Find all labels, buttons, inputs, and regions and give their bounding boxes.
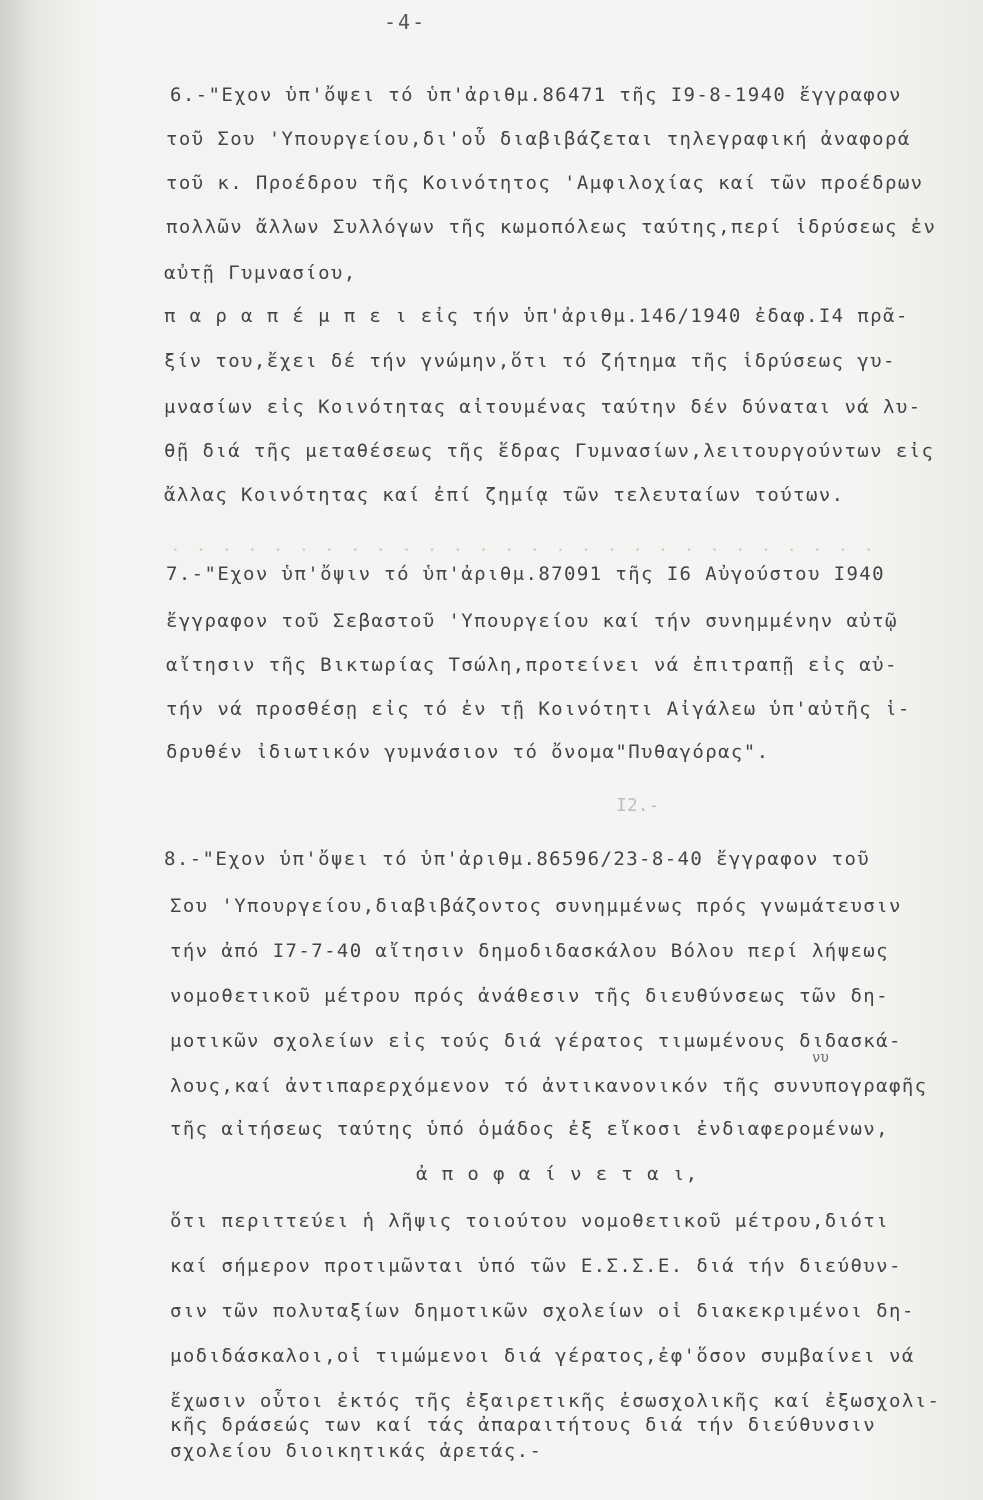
item-8-line-2: Σου 'Υπουργείου,διαβιβάζοντος συνημμένως πρός γνωμάτευσιν [170,895,902,917]
item-8-line-12: μοδιδάσκαλοι,οἱ τιμώμενοι διά γέρατος,ἐφ'ὅσον συμβαίνει νά [170,1345,915,1367]
item-6-line-7: ξίν του,ἔχει δέ τήν γνώμην,ὅτι τό ζήτημα τῆς ἱδρύσεως γυ- [164,350,896,372]
item-8-line-7: τῆς αἰτήσεως ταύτης ὑπό ὁμάδος ἐξ εἴκοσι ἐνδιαφερομένων, [170,1118,889,1140]
item-7-line-1: 7.-"Εχον ὑπ'ὄψιν τό ὑπ'ἀριθμ.87091 τῆς I6 Αὐγούστου I940 [166,563,885,585]
item-6-line-9: θῇ διά τῆς μεταθέσεως τῆς ἕδρας Γυμνασίων,λειτουργούντων εἰς [164,440,935,462]
item-6-line-2: τοῦ Σου 'Υπουργείου,δι'οὗ διαβιβάζεται τηλεγραφική ἀναφορά [166,128,911,150]
item-6-line-8: μνασίων εἰς Κοινότητας αἰτουμένας ταύτην δέν δύναται νά λυ- [164,396,922,418]
item-8-line-4: νομοθετικοῦ μέτρου πρός ἀνάθεσιν τῆς διευθύνσεως τῶν δη- [170,985,889,1007]
item-6-line-3: τοῦ κ. Προέδρου τῆς Κοινότητος 'Αμφιλοχίας καί τῶν προέδρων [166,172,924,194]
item-8-line-11: σιν τῶν πολυταξίων δημοτικῶν σχολείων οἱ διακεκριμένοι δη- [170,1300,915,1322]
item-8-line-3: τήν ἀπό I7-7-40 αἴτησιν δημοδιδασκάλου Βόλου περί λήψεως [170,940,889,962]
item-7-line-3: αἴτησιν τῆς Βικτωρίας Τσώλη,προτείνει νά ἐπιτραπῇ εἰς αὐ- [166,654,898,676]
margin-mark-ghost: I2.- [616,795,660,816]
item-6-line-1: 6.-"Εχον ὑπ'ὄψει τό ὑπ'ἀριθμ.86471 τῆς I9-8-1940 ἔγγραφον [170,84,902,106]
item-7-line-4: τήν νά προσθέσῃ εἰς τό ἐν τῇ Κοινότητι Αἰγάλεω ὑπ'αὐτῆς ἱ- [166,698,911,720]
item-8-line-14: κῆς δράσεώς των καί τάς ἀπαραιτήτους διά τήν διεύθυνσιν [170,1414,877,1436]
item-7-line-5: δρυθέν ἰδιωτικόν γυμνάσιον τό ὄνομα"Πυθαγόρας". [166,741,770,763]
item-8-line-13: ἔχωσιν οὗτοι ἐκτός τῆς ἐξαιρετικῆς ἐσωσχολικῆς καί ἐξωσχολι- [170,1390,941,1412]
item-8-line-1: 8.-"Εχον ὑπ'ὄψει τό ὑπ'ἀριθμ.86596/23-8-40 ἔγγραφον τοῦ [164,848,871,870]
item-6-line-6: π α ρ α π έ μ π ε ι εἰς τήν ὑπ'ἀριθμ.146/1940 ἐδαφ.I4 πρᾶ- [164,305,909,327]
page-number: -4- [384,10,427,34]
item-8-line-10: καί σήμερον προτιμῶνται ὑπό τῶν Ε.Σ.Σ.Ε. διά τήν διεύθυν- [170,1255,902,1277]
item-6-line-4: πολλῶν ἄλλων Συλλόγων τῆς κωμοπόλεως ταύτης,περί ἱδρύσεως ἐν [166,216,937,238]
item-8-line-6: λους,καί ἀντιπαρερχόμενον τό ἀντικανονικόν τῆς συνυπογραφῆς [170,1075,928,1097]
margin-insertion-note: νυ [812,1050,829,1066]
item-8-line-9: ὅτι περιττεύει ἡ λῆψις τοιούτου νομοθετικοῦ μέτρου,διότι [170,1210,889,1232]
item-8-line-15: σχολείου διοικητικάς ἀρετάς.- [170,1440,543,1462]
bleed-through-text: · · · · · · · · · · · · · · · · · · · · · · · · · · · · [170,540,877,561]
item-8-line-8: ἀ π ο φ α ί ν ε τ α ι, [416,1163,699,1185]
item-8-line-5: μοτικῶν σχολείων εἰς τούς διά γέρατος τιμωμένους διδασκά- [170,1030,902,1052]
item-6-line-5: αὐτῇ Γυμνασίου, [164,262,357,284]
item-6-line-10: ἄλλας Κοινότητας καί ἐπί ζημίᾳ τῶν τελευταίων τούτων. [164,484,845,506]
item-7-line-2: ἔγγραφον τοῦ Σεβαστοῦ 'Υπουργείου καί τήν συνημμένην αὐτῷ [166,610,898,632]
